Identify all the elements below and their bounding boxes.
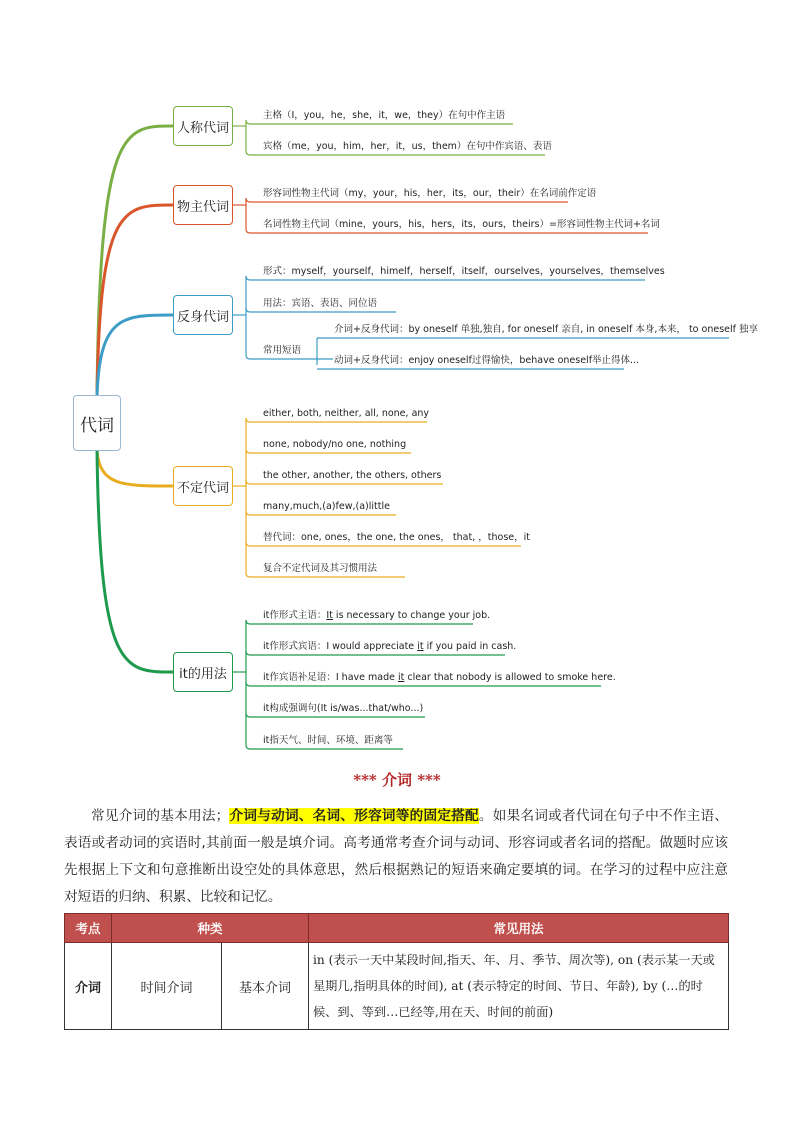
leaf-text-part: clear that nobody is allowed to smoke here. [404,672,616,683]
leaf-text-underlined: it [417,641,424,652]
leaf-text: either, both, neither, all, none, any [263,408,430,419]
usage-table [64,913,729,1030]
sub-leaf-text: 动词+反身代词：enjoy oneself过得愉快，behave oneself举止得体... [334,355,640,366]
table-header-row [65,914,729,943]
branch-node: 不定代词 [173,466,233,506]
leaf-text: the other, another, the others, others [263,470,442,481]
leaf-text-part: it作形式主语： [263,610,327,621]
branch-connector [97,315,173,395]
leaf-text: 形式：myself，yourself，himelf，herself，itself，ourselves，yourselves，themselves [263,266,665,277]
header-kaodian: 考点 [65,914,112,943]
leaf-text [263,641,516,653]
leaf-text: 常用短语 [263,345,302,356]
leaf-text-part: it指天气、时间、环境、距离等 [263,735,393,746]
cell-kaodian: 介词 [65,943,112,1030]
intro-paragraph [64,803,728,911]
root-node: 代词 [73,395,121,451]
branch-connector [97,205,173,395]
leaf-text [263,735,393,747]
branch-node: 物主代词 [173,185,233,225]
header-usage: 常见用法 [309,914,729,943]
leaf-text-part: it作宾语补足语：I have made [263,672,398,683]
leaf-text-part: is necessary to change your job. [332,610,491,621]
leaf-text: 形容词性物主代词（my，your，his，her，its，our，their）在名词前作定语 [263,188,597,199]
leaf-text [263,703,423,715]
table-row [65,943,729,1030]
leaf-text: 用法：宾语、表语、同位语 [263,298,378,309]
leaf-text-part: it作形式宾语：I would appreciate [263,641,418,652]
para-text-2: 。如果名词或者代词在句子中不作主语、表语或者动词的宾语时,其前面一般是填介词。高考通常考查介词与动词、形容词或者名词的搭配。做题时应该先根据上下文和句意推断出设空处的具体意思，然后根据熟记的短语来确定要填的词。在学习的过程中应注意对短语的归纳、积累、比较和记忆。 [64,808,729,905]
leaf-text: many,much,(a)few,(a)little [263,501,390,512]
highlighted-phrase: 介词与动词、名词、形容词等的固定搭配 [229,808,479,824]
para-text-1: 常见介词的基本用法； [91,808,230,824]
branch-node: it的用法 [173,652,233,692]
leaf-text: 替代词：one, ones，the one, the ones， that, ，those，it [263,532,530,543]
branch-node: 人称代词 [173,106,233,146]
leaf-text-part: it构成强调句(It is/was...that/who...) [263,703,424,714]
branch-node: 反身代词 [173,295,233,335]
branch-connector [97,451,173,486]
cell-type: 时间介词 [112,943,222,1030]
cell-usage: in (表示一天中某段时间,指天、年、月、季节、周次等), on (表示某一天或星期几,指明具体的时间), at (表示特定的时间、节日、年龄), by (…的时候、到、等到…已经等,用在天、时间的前面) [309,943,729,1030]
leaf-text-part: if you paid in cash. [423,641,517,652]
leaf-text-underlined: it [398,672,405,683]
leaf-text: 宾格（me，you，him，her，it，us，them）在句中作宾语、表语 [263,141,552,152]
leaf-text: 主格（I，you，he，she，it，we，they）在句中作主语 [263,110,506,121]
header-zhonglei: 种类 [112,914,309,943]
section-title: *** 介词 *** [353,771,441,789]
leaf-text: 名词性物主代词（mine，yours，his，hers，its，ours，theirs）=形容词性物主代词+名词 [263,219,660,230]
leaf-text-underlined: It [326,610,333,621]
leaf-text: 复合不定代词及其习惯用法 [263,563,378,574]
leaf-text: none, nobody/no one, nothing [263,439,407,450]
sub-leaf-text: 介词+反身代词：by oneself 单独,独自, for oneself 亲自, in oneself 本身,本来， to oneself 独享 [334,324,758,335]
cell-subtype: 基本介词 [222,943,309,1030]
leaf-text [263,610,490,622]
leaf-text [263,672,616,684]
